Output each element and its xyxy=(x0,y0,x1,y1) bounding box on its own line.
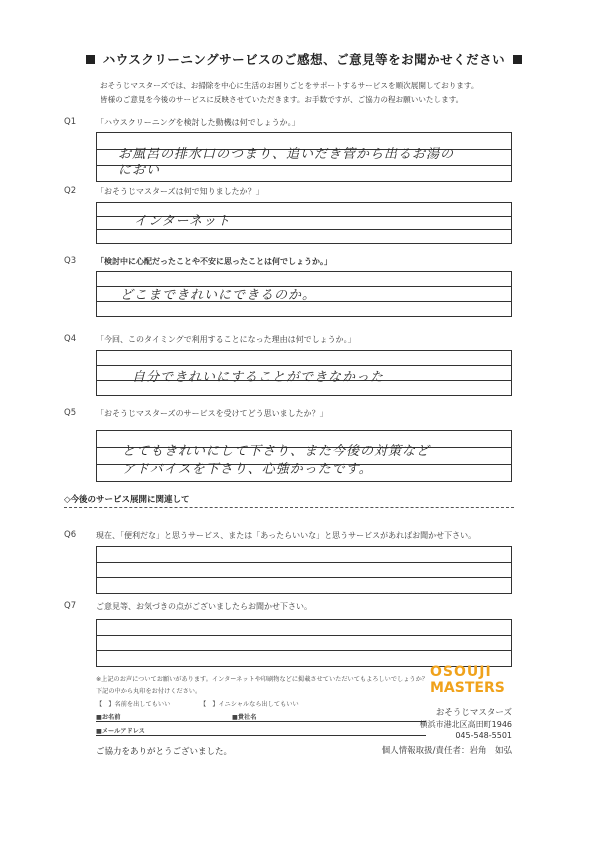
footer-note-2: 下記の中から丸印をお付けください。 xyxy=(96,688,202,695)
q6-number: Q6 xyxy=(64,530,77,540)
company-address: 横浜市港北区高田町1946 xyxy=(419,720,512,729)
q3-number: Q3 xyxy=(64,256,77,266)
email-line[interactable] xyxy=(96,735,426,736)
q7-answer-box[interactable] xyxy=(96,619,512,667)
option-initial-ok[interactable]: 【 】イニシャルなら出してもいい xyxy=(200,701,299,708)
section-divider xyxy=(64,507,514,508)
q2-answer-line1: インターネット xyxy=(134,214,231,229)
osouji-masters-logo xyxy=(430,664,505,704)
q1-answer-line2: におい xyxy=(118,163,161,178)
q1-number: Q1 xyxy=(64,117,77,127)
q1-text: 「ハウスクリーニングを検討した動機は何でしょうか。」 xyxy=(96,118,300,127)
q4-text: 「今回、このタイミングで利用することになった理由は何でしょうか。」 xyxy=(96,335,356,344)
q4-number: Q4 xyxy=(64,334,77,344)
square-bullet-icon xyxy=(513,55,522,64)
title-text: ハウスクリーニングサービスのご感想、ご意見等をお聞かせください xyxy=(102,52,506,67)
page-title xyxy=(0,50,608,68)
q1-answer-line1: お風呂の排水口のつまり、追いだき管から出るお湯の xyxy=(118,147,455,162)
q7-number: Q7 xyxy=(64,601,77,611)
square-bullet-icon xyxy=(86,55,95,64)
q6-text: 現在、「便利だな」と思うサービス、または「あったらいいな」と思うサービスがあればお聞かせ下さい。 xyxy=(96,531,477,540)
q2-number: Q2 xyxy=(64,186,77,196)
q5-answer-line1: とてもきれいにして下さり、また今後の対策など xyxy=(122,444,431,459)
company-name: おそうじマスターズ xyxy=(435,708,512,718)
name-line[interactable] xyxy=(96,721,426,722)
privacy-officer: 個人情報取扱/責任者：岩角 如弘 xyxy=(381,746,512,756)
company-label: ■貴社名 xyxy=(232,714,257,721)
q3-text: 「検討中に心配だったことや不安に思ったことは何でしょうか。」 xyxy=(96,257,332,266)
q7-text: ご意見等、お気づきの点がございましたらお聞かせ下さい。 xyxy=(96,602,312,611)
intro-line-2: 皆様のご意見を今後のサービスに反映させていただきます。お手数ですが、ご協力の程お願いいたします。 xyxy=(100,95,464,104)
email-label: ■メールアドレス xyxy=(96,728,145,735)
q6-answer-box[interactable] xyxy=(96,546,512,594)
option-name-ok[interactable]: 【 】名前を出してもいい xyxy=(96,701,171,708)
name-label: ■お名前 xyxy=(96,714,121,721)
q5-answer-line2: アドバイスを下さり、心強かったです。 xyxy=(122,462,373,477)
q5-text: 「おそうじマスターズのサービスを受けてどう思いましたか？」 xyxy=(96,409,328,418)
thanks-text: ご協力をありがとうございました。 xyxy=(96,747,233,757)
q4-answer-line1: 自分できれいにすることができなかった xyxy=(132,370,385,385)
company-phone: 045-548-5501 xyxy=(455,731,512,740)
section-heading: ◇今後のサービス展開に関連して xyxy=(64,495,190,505)
q5-number: Q5 xyxy=(64,408,77,418)
logo-top-text: OSOUJI xyxy=(430,664,492,680)
q3-answer-line1: どこまできれいにできるのか。 xyxy=(120,288,317,303)
footer-note-1: ※上記のお声についてお願いがあります。インターネットや印刷物などに掲載させていただいてもよろしいでしょうか？ xyxy=(96,676,428,683)
logo-bottom-text: MASTERS xyxy=(430,680,505,696)
intro-line-1: おそうじマスターズでは、お掃除を中心に生活のお困りごとをサポートするサービスを順次展開しております。 xyxy=(100,81,479,90)
q2-text: 「おそうじマスターズは何で知りましたか？」 xyxy=(96,187,264,196)
